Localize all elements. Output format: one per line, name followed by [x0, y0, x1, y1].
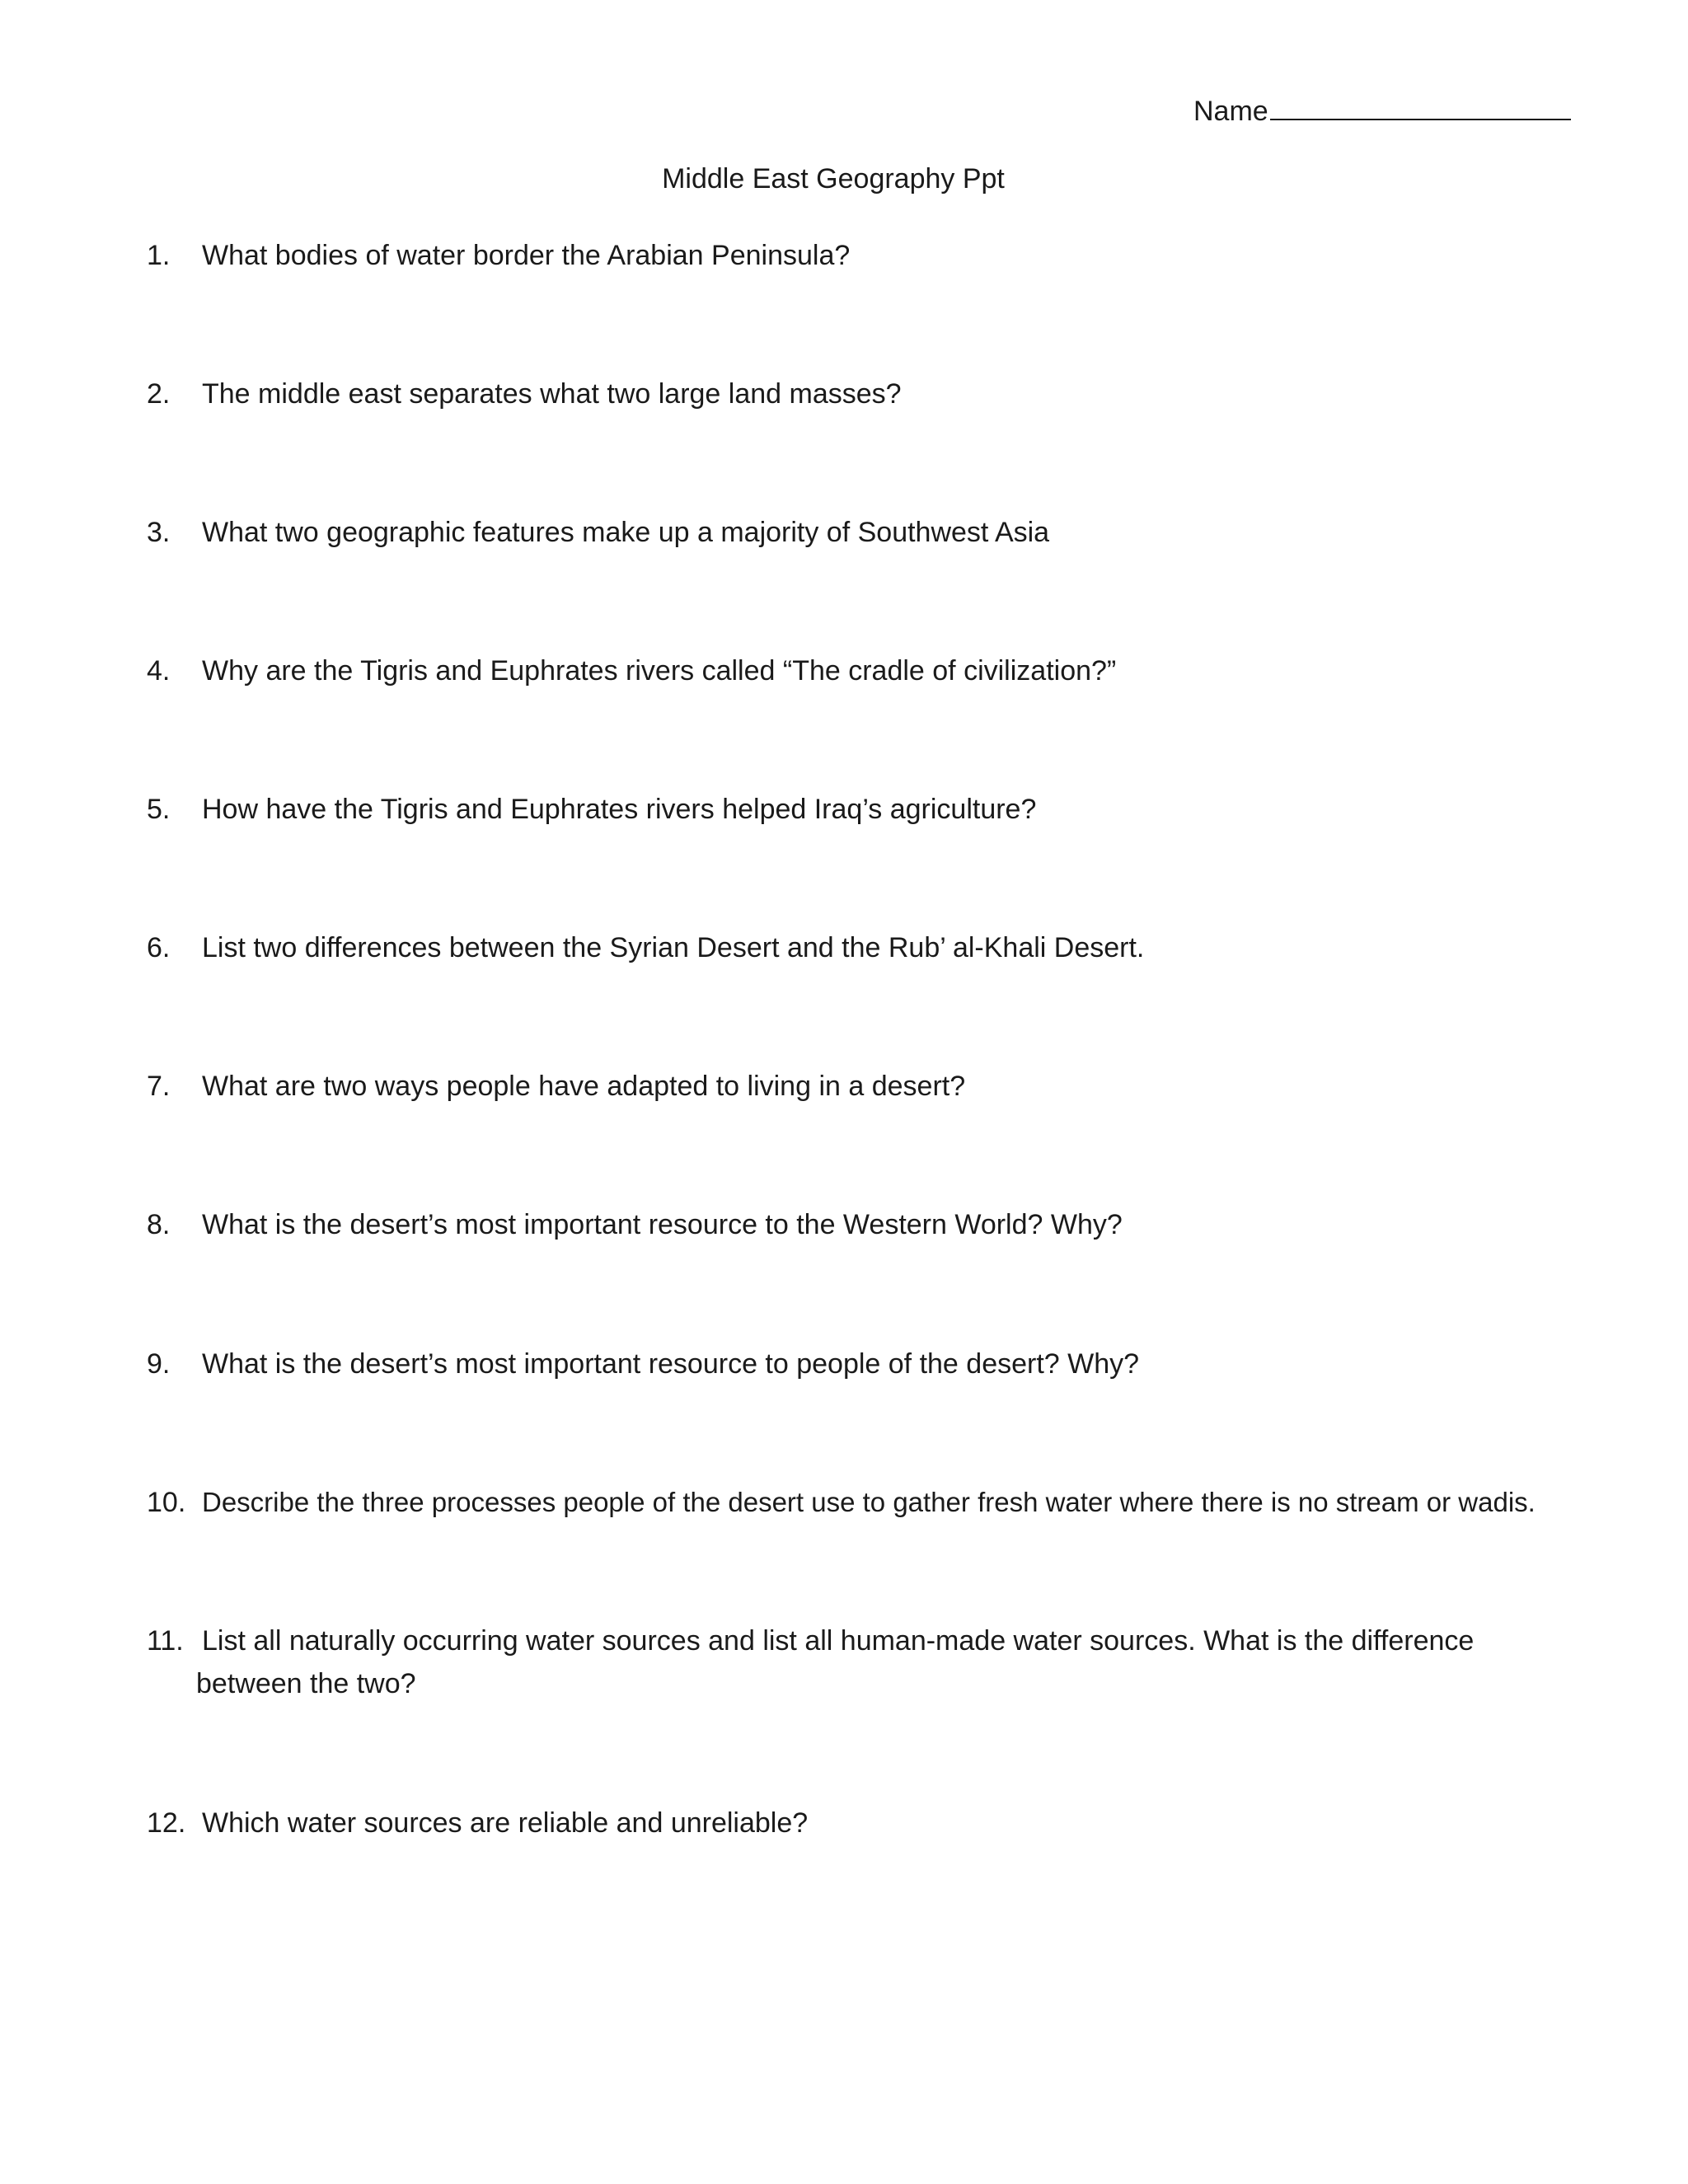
question-number: 7. [147, 1071, 171, 1102]
question-text-line: List all naturally occurring water sources and list all human-made water sources. What is the difference [202, 1625, 1475, 1657]
name-label: Name [1193, 96, 1268, 127]
question-number: 10. [147, 1487, 186, 1518]
question-number: 1. [147, 240, 171, 271]
question-text [196, 1619, 1570, 1705]
question-number: 9. [147, 1348, 171, 1380]
name-blank-line [1270, 92, 1571, 120]
question-text-continuation: between the two? [196, 1668, 416, 1699]
question-number: 4. [147, 655, 171, 687]
question-number: 3. [147, 517, 171, 548]
question-text: Why are the Tigris and Euphrates rivers called “The cradle of civilization?” [202, 655, 1117, 687]
question-text: List two differences between the Syrian Desert and the Rub’ al-Khali Desert. [202, 932, 1145, 963]
question-text: What is the desert’s most important resource to people of the desert? Why? [202, 1348, 1140, 1380]
question-text: The middle east separates what two large land masses? [202, 378, 902, 410]
question-text: How have the Tigris and Euphrates rivers helped Iraq’s agriculture? [202, 794, 1037, 825]
question-text: Describe the three processes people of the desert use to gather fresh water where there is no stream or wadis. [202, 1487, 1536, 1517]
question-text: What two geographic features make up a majority of Southwest Asia [202, 517, 1050, 548]
question-text: Which water sources are reliable and unreliable? [202, 1807, 809, 1839]
page-title: Middle East Geography Ppt [662, 163, 1005, 194]
question-number: 8. [147, 1209, 171, 1240]
name-field [1193, 92, 1571, 128]
question-number: 5. [147, 794, 171, 825]
question-text: What bodies of water border the Arabian Peninsula? [202, 240, 851, 271]
question-text: What is the desert’s most important resource to the Western World? Why? [202, 1209, 1123, 1240]
question-number: 6. [147, 932, 171, 963]
question-text: What are two ways people have adapted to living in a desert? [202, 1071, 966, 1102]
question-number: 2. [147, 378, 171, 410]
question-number: 11. [147, 1625, 184, 1657]
question-number: 12. [147, 1807, 186, 1839]
